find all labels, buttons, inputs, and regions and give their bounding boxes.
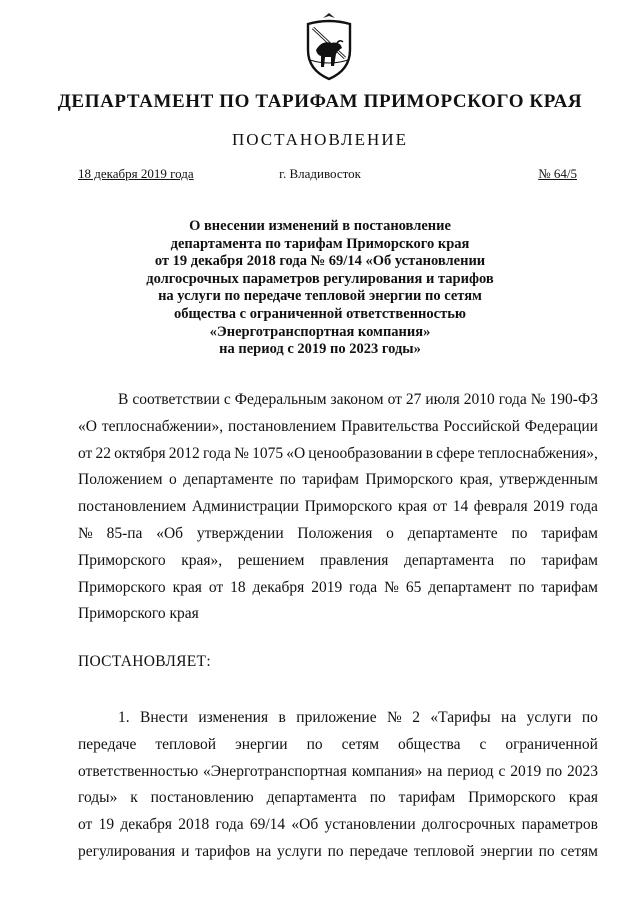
document-title [80,218,560,359]
document-type: ПОСТАНОВЛЕНИЕ [231,130,408,149]
title-line: от 19 декабря 2018 года № 69/14 «Об установлении [154,253,486,270]
title-line: на период с 2019 по 2023 годы» [219,341,421,358]
item-1-paragraph [78,705,598,866]
preamble-line: Приморского края [78,605,199,623]
preamble-line: Приморского края от 18 декабря 2019 года № 65 департамент по тарифам [78,578,598,596]
document-city: г. Владивосток [279,166,361,181]
preamble-paragraph [78,387,598,628]
title-line: долгосрочных параметров регулирования и тарифов [146,270,494,287]
preamble-line: Положением о департаменте по тарифам Приморского края, утвержденным [78,471,598,489]
preamble-line: от 22 октября 2012 года № 1075 «О ценообразовании в сфере теплоснабжения», [78,444,598,462]
department-name: ДЕПАРТАМЕНТ ПО ТАРИФАМ ПРИМОРСКОГО КРАЯ [57,91,583,112]
title-line: общества с ограниченной ответственностью [174,305,466,322]
item-line: 1. Внести изменения в приложение № 2 «Тарифы на услуги по [118,709,598,726]
preamble-line: постановлением Администрации Приморского края от 14 февраля 2019 года [78,498,598,516]
title-line: О внесении изменений в постановление [189,218,451,234]
item-line: ответственностью «Энерготранспортная компания» на период с 2019 по 2023 [78,762,598,780]
decree-word: ПОСТАНОВЛЯЕТ: [78,653,211,670]
preamble-line: «О теплоснабжении», постановлением Правительства Российской Федерации [78,417,598,435]
item-line: регулирования и тарифов на услуги по передаче тепловой энергии по сетям [78,842,598,860]
coat-of-arms-icon [298,10,360,82]
title-line: на услуги по передаче тепловой энергии по сетям [158,288,482,305]
preamble-line: Приморского края», решением правления департамента по тарифам [78,551,598,569]
item-line: годы» к постановлению департамента по тарифам Приморского края [78,789,598,807]
title-line: «Энерготранспортная компания» [209,323,431,340]
document-date: 18 декабря 2019 года [78,166,194,181]
preamble-line: В соответствии с Федеральным законом от 27 июля 2010 года № 190-ФЗ [118,391,598,408]
preamble-line: № 85-па «Об утверждении Положения о департаменте по тарифам [78,524,598,542]
document-number: № 64/5 [538,166,577,181]
item-line: от 19 декабря 2018 года 69/14 «Об установлении долгосрочных параметров [78,816,598,834]
item-line: передаче тепловой энергии по сетям общества с ограниченной [78,735,598,753]
title-line: департамента по тарифам Приморского края [170,235,470,252]
